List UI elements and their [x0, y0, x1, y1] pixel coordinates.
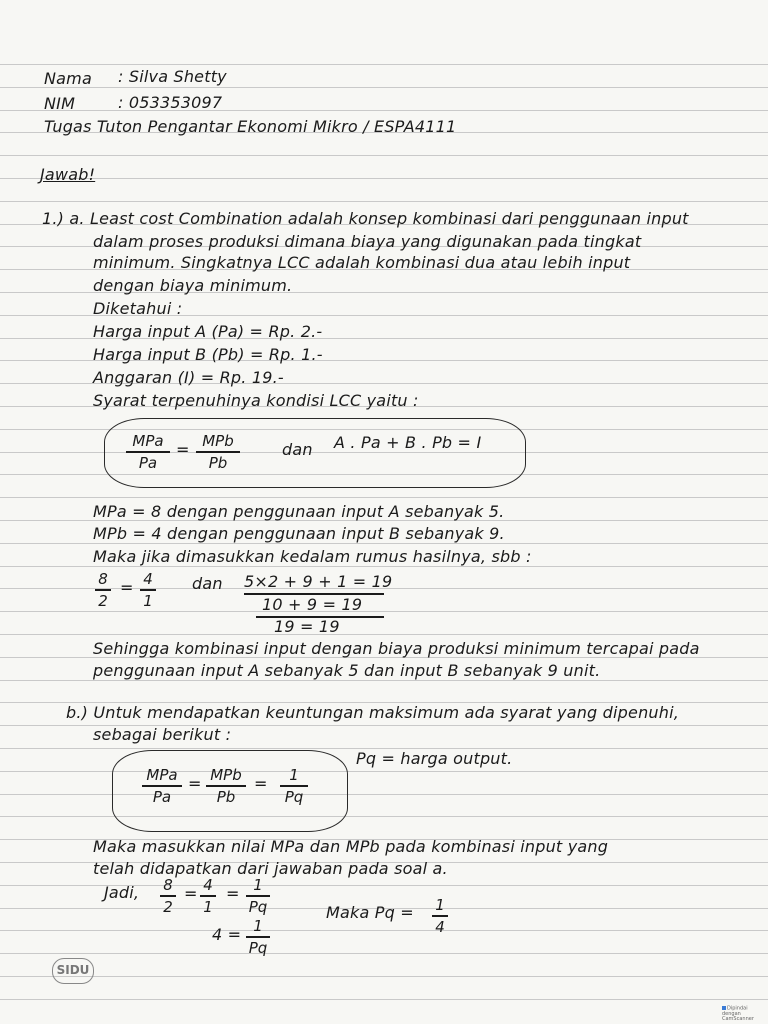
scanner-text: Dipindai dengan CamScanner [722, 1005, 754, 1022]
fraction-denominator: 2 [163, 897, 173, 916]
q1a-line-3: minimum. Singkatnya LCC adalah kombinasi dua atau lebih input [93, 253, 631, 272]
fraction-8-2 [160, 876, 176, 916]
fraction-1-pq [280, 766, 308, 806]
equals-sign: = [188, 774, 202, 793]
scanner-watermark [722, 1005, 758, 1022]
answer-label: Jawab! [40, 165, 96, 184]
q1a-line-4: dengan biaya minimum. [93, 276, 293, 295]
after-line-2: telah didapatkan dari jawaban pada soal a. [93, 859, 448, 878]
fraction-denominator: 1 [143, 591, 153, 610]
fraction-numerator: 8 [98, 570, 108, 588]
fraction-numerator: 1 [289, 766, 299, 784]
ruled-line [0, 634, 768, 635]
equals-sign: = [176, 440, 190, 459]
name-value: : Silva Shetty [118, 67, 227, 86]
fraction-numerator: 1 [253, 876, 263, 894]
ruled-line [0, 178, 768, 179]
equals-sign: = [226, 884, 240, 903]
ruled-line [0, 976, 768, 977]
conclusion-line-2: penggunaan input A sebanyak 5 dan input B sebanyak 9 unit. [93, 661, 601, 680]
fraction-numerator: MPb [210, 766, 242, 784]
ruled-line [0, 611, 768, 612]
fraction-1-4 [432, 896, 448, 936]
known-label: Diketahui : [93, 299, 183, 318]
fraction-denominator: 2 [98, 591, 108, 610]
fraction-numerator: MPa [146, 766, 178, 784]
q1a-line-1: 1.) a. Least cost Combination adalah konsep kombinasi dari penggunaan input [42, 209, 689, 228]
and-word: dan [282, 440, 313, 459]
fraction-mpa-pa [142, 766, 182, 806]
lcc-condition: Syarat terpenuhinya kondisi LCC yaitu : [93, 391, 419, 410]
ruled-line [0, 953, 768, 954]
fraction-numerator: 4 [203, 876, 213, 894]
mpa-line: MPa = 8 dengan penggunaan input A sebanyak 5. [93, 502, 505, 521]
nim-value: : 053353097 [118, 93, 223, 112]
ruled-line [0, 543, 768, 544]
fraction-denominator: Pq [248, 938, 268, 957]
equals-sign: = [184, 884, 198, 903]
fraction-1-pq [246, 917, 270, 957]
conclusion-line-1: Sehingga kombinasi input dengan biaya produksi minimum tercapai pada [93, 639, 700, 658]
fraction-mpb-pb [206, 766, 246, 806]
fraction-numerator: MPb [202, 432, 234, 450]
ruled-line [0, 930, 768, 931]
ruled-line [0, 64, 768, 65]
task-title: Tugas Tuton Pengantar Ekonomi Mikro / ESPA4111 [44, 117, 457, 136]
ruled-line [0, 155, 768, 156]
fraction-denominator: Pb [208, 453, 228, 472]
ruled-line [0, 680, 768, 681]
camscanner-icon [722, 1006, 726, 1010]
ruled-line [0, 497, 768, 498]
fraction-denominator: 1 [203, 897, 213, 916]
fraction-numerator: 4 [143, 570, 153, 588]
given-price-b: Harga input B (Pb) = Rp. 1.- [93, 345, 323, 364]
fraction-mpb-pb [196, 432, 240, 472]
q1a-line-2: dalam proses produksi dimana biaya yang digunakan pada tingkat [93, 232, 642, 251]
and-word: dan [192, 574, 223, 593]
q1b-line-1: b.) Untuk mendapatkan keuntungan maksimum ada syarat yang dipenuhi, [66, 703, 680, 722]
fraction-4-1 [200, 876, 216, 916]
fraction-denominator: Pq [284, 787, 304, 806]
sidu-logo: SIDU [52, 958, 94, 984]
fraction-numerator: 1 [253, 917, 263, 935]
fraction-numerator: 8 [163, 876, 173, 894]
fraction-4-1 [140, 570, 156, 610]
ruled-line [0, 999, 768, 1000]
equals-sign: = [120, 578, 134, 597]
name-label: Nama [44, 69, 92, 88]
jadi-label: Jadi, [104, 883, 140, 902]
fraction-denominator: Pa [152, 787, 172, 806]
mpb-line: MPb = 4 dengan penggunaan input B sebanyak 9. [93, 524, 505, 543]
formula-intro-line: Maka jika dimasukkan kedalam rumus hasilnya, sbb : [93, 547, 532, 566]
calc-line-1: 5×2 + 9 + 1 = 19 [244, 572, 393, 591]
given-price-a: Harga input A (Pa) = Rp. 2.- [93, 322, 323, 341]
ruled-line [0, 87, 768, 88]
fraction-denominator: 4 [435, 917, 445, 936]
fraction-1-pq [246, 876, 270, 916]
fraction-denominator: Pb [216, 787, 236, 806]
fraction-8-2 [95, 570, 111, 610]
ruled-line [0, 201, 768, 202]
fraction-numerator: MPa [132, 432, 164, 450]
q1b-line-2: sebagai berikut : [93, 725, 232, 744]
fraction-numerator: 1 [435, 896, 445, 914]
maka-pq: Maka Pq = [326, 903, 414, 922]
ruled-line [0, 110, 768, 111]
given-budget: Anggaran (I) = Rp. 19.- [93, 368, 284, 387]
after-line-1: Maka masukkan nilai MPa dan MPb pada kombinasi input yang [93, 837, 609, 856]
fraction-denominator: Pq [248, 897, 268, 916]
fraction-denominator: Pa [138, 453, 158, 472]
nim-label: NIM [44, 94, 76, 113]
budget-constraint: A . Pa + B . Pb = I [334, 433, 482, 452]
equals-sign: = [254, 774, 268, 793]
four-equals: 4 = [212, 925, 242, 944]
fraction-mpa-pa [126, 432, 170, 472]
pq-note: Pq = harga output. [356, 749, 513, 768]
ruled-line [0, 566, 768, 567]
calc-line-2: 10 + 9 = 19 [262, 595, 363, 614]
calc-line-3: 19 = 19 [274, 617, 340, 636]
